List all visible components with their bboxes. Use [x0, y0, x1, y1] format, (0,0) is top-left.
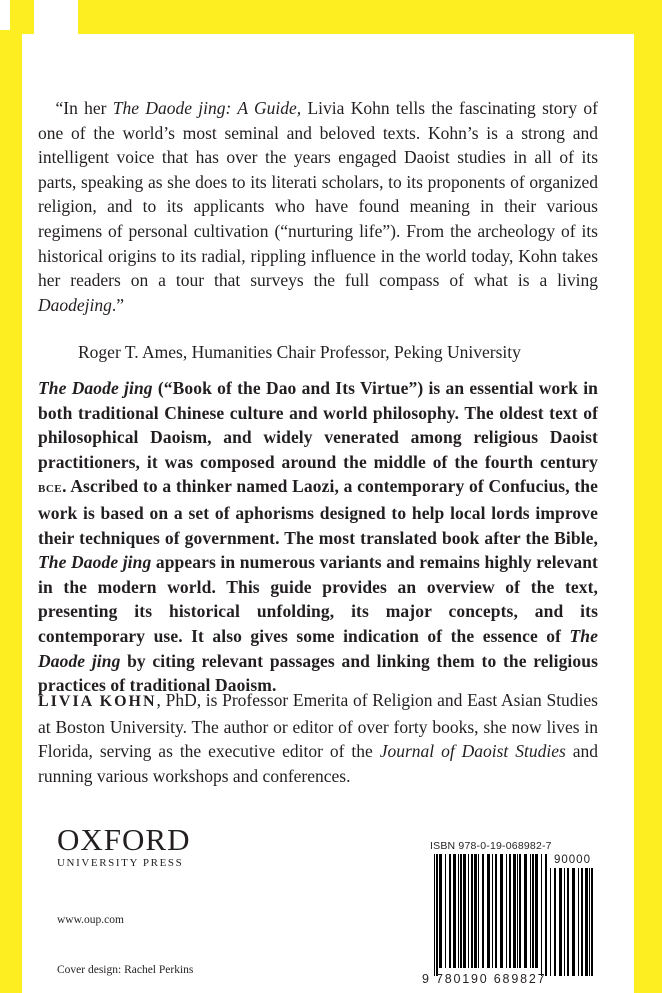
barcode-bar [572, 868, 575, 976]
barcode-bar [436, 854, 438, 976]
barcode-bar [495, 854, 497, 968]
ean-barcode-bars [434, 854, 548, 976]
barcode-bar [591, 868, 593, 976]
journal-title: Journal of Daoist Studies [379, 741, 566, 762]
back-cover-panel [22, 34, 634, 993]
barcode-bar [449, 854, 451, 968]
barcode-bar [535, 854, 538, 968]
ean-digits: 9 780190 689827 [422, 972, 547, 986]
barcode-bar [482, 854, 484, 968]
barcode-bar [559, 868, 562, 976]
barcode-bar [468, 854, 469, 968]
barcode-bar [478, 854, 479, 968]
barcode-bar [506, 854, 507, 968]
book-description: The Daode jing (“Book of the Dao and Its Virtue”) is an essential work in both traditional Chinese culture and world philosophy. The oldest text of philosophical Daoism, and widely venerated among religious Daoist practitioners, it was composed around the middle of the fourth century bce. Ascribed to a thinker named Laozi, a contemporary of Confucius, the work is based on a set of aphorisms designed to help local lords improve their techniques of government. The most translated book after the Bible, The Daode jing appears in numerous variants and remains highly relevant in the modern world. This guide provides an overview of the text, presenting its historical unfolding, its major concepts, and its contemporary use. It also gives some indication of the essence of The Daode jing by citing relevant passages and linking them to the religious practices of traditional Daoism. [38, 378, 598, 696]
quote-closing-title: Daodejing [38, 294, 112, 315]
barcode-bar [585, 868, 588, 976]
endorsement-quote: “In her The Daode jing: A Guide, Livia Kohn tells the fascinating story of one of the world’s most seminal and beloved texts. Kohn’s is a strong and intelligent voice that has over the years engaged Daoist studies in all of its parts, speaking as she does to its literati scholars, to its proponents of organized religion, and to its applicants who have found meaning in their various regimens of personal cultivation (“nurturing life”). From the archeology of its historical origins to its radial, rippling influence in the world today, Kohn takes her readers on a tour that surveys the full compass of what is a living Daodejing.” [38, 98, 598, 315]
barcode-bar [460, 854, 462, 968]
barcode-bar [545, 854, 547, 976]
barcode-bar [471, 854, 473, 968]
endorsement-attribution: Roger T. Ames, Humanities Chair Professor, Peking University [78, 342, 521, 362]
isbn-barcode [422, 836, 602, 990]
barcode-bar [487, 854, 490, 968]
barcode-bar [541, 854, 542, 976]
barcode-bar [509, 854, 511, 968]
quote-book-title: The Daode jing: A Guide, [112, 98, 302, 118]
era-abbreviation: bce [38, 479, 63, 497]
barcode-bar [554, 868, 556, 976]
barcode-bar [519, 854, 521, 968]
author-bio: LIVIA KOHN, PhD, is Professor Emerita of Religion and East Asian Studies at Boston University. The author or editor of over forty books, she now lives in Florida, serving as the executive editor of the Journal of Daoist Studies and running various workshops and conferences. [38, 690, 598, 786]
barcode-bar [439, 854, 442, 968]
barcode-bar [513, 854, 516, 968]
publisher-subtitle: UNIVERSITY PRESS [57, 857, 184, 869]
addon-barcode-bars [550, 868, 594, 976]
publisher-logo [57, 824, 190, 870]
barcode-bar [589, 868, 590, 976]
isbn-label: ISBN 978-0-19-068982-7 [430, 840, 552, 852]
barcode-bar [532, 854, 534, 968]
barcode-bar [564, 868, 565, 976]
border-notch-left [0, 0, 10, 30]
price-code-label: 90000 [554, 854, 591, 866]
author-name: LIVIA KOHN [38, 693, 157, 710]
barcode-bar [517, 854, 518, 968]
barcode-bar [434, 854, 435, 976]
barcode-bar [567, 868, 569, 976]
barcode-bar [550, 868, 551, 976]
barcode-bar [445, 854, 446, 968]
barcode-bar [581, 868, 583, 976]
barcode-bar [524, 854, 527, 968]
barcode-bar [492, 854, 493, 968]
barcode-bar [530, 854, 531, 968]
barcode-bar [474, 854, 477, 968]
barcode-bar [500, 854, 503, 968]
barcode-bar [463, 854, 466, 968]
publisher-website: www.oup.com [57, 914, 124, 926]
barcode-bar [458, 854, 459, 968]
cover-design-credit: Cover design: Rachel Perkins [57, 964, 194, 976]
barcode-bar [453, 854, 456, 968]
border-notch-top [34, 0, 78, 34]
publisher-name: OXFORD [57, 822, 191, 857]
barcode-bar [578, 868, 579, 976]
